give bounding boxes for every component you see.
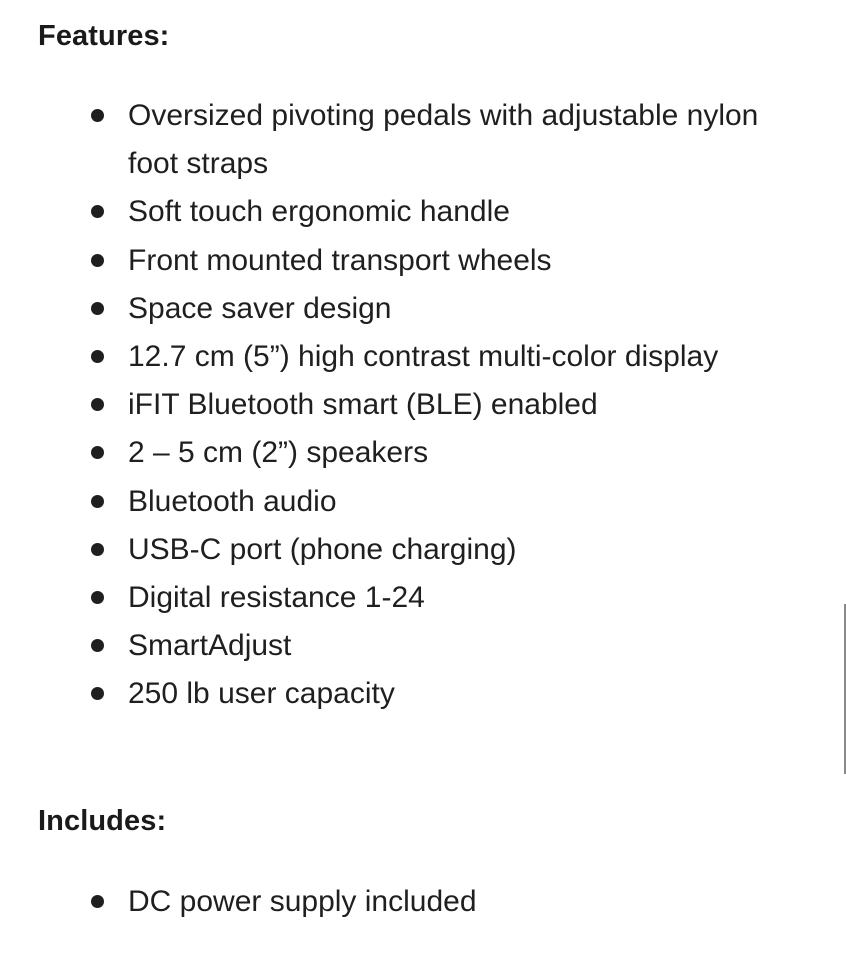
features-list bbox=[88, 92, 828, 719]
bullet-icon bbox=[91, 543, 104, 556]
bullet-icon bbox=[91, 639, 104, 652]
bullet-icon bbox=[91, 895, 104, 908]
list-item bbox=[88, 429, 828, 477]
list-item-text: Bluetooth audio bbox=[128, 484, 337, 518]
list-item bbox=[88, 333, 828, 381]
bullet-icon bbox=[91, 398, 104, 411]
list-item bbox=[88, 285, 828, 333]
bullet-icon bbox=[91, 350, 104, 363]
list-item-text: DC power supply included bbox=[128, 885, 477, 918]
includes-heading: Includes: bbox=[38, 805, 167, 837]
includes-list bbox=[88, 878, 828, 926]
list-item bbox=[88, 188, 828, 236]
list-item bbox=[88, 92, 828, 188]
bullet-icon bbox=[91, 302, 104, 315]
list-item bbox=[88, 381, 828, 429]
list-item-text: Oversized pivoting pedals with adjustable nylon foot straps bbox=[128, 99, 759, 181]
list-item bbox=[88, 878, 828, 926]
bullet-icon bbox=[91, 254, 104, 267]
bullet-icon bbox=[91, 591, 104, 604]
bullet-icon bbox=[91, 687, 104, 700]
list-item-text: USB-C port (phone charging) bbox=[128, 532, 517, 566]
list-item bbox=[88, 526, 828, 574]
list-item bbox=[88, 670, 828, 718]
list-item-text: 12.7 cm (5”) high contrast multi-color display bbox=[128, 340, 719, 374]
list-item bbox=[88, 622, 828, 670]
list-item bbox=[88, 478, 828, 526]
list-item-text: Space saver design bbox=[128, 291, 392, 325]
list-item-text: Front mounted transport wheels bbox=[128, 243, 552, 277]
list-item-text: Digital resistance 1-24 bbox=[128, 581, 425, 615]
list-item-text: Soft touch ergonomic handle bbox=[128, 195, 510, 229]
features-heading: Features: bbox=[38, 20, 170, 52]
bullet-icon bbox=[91, 109, 104, 122]
list-item-text: 2 – 5 cm (2”) speakers bbox=[128, 436, 429, 470]
list-item bbox=[88, 237, 828, 285]
list-item bbox=[88, 574, 828, 622]
bullet-icon bbox=[91, 205, 104, 218]
bullet-icon bbox=[91, 446, 104, 459]
bullet-icon bbox=[91, 495, 104, 508]
list-item-text: 250 lb user capacity bbox=[128, 677, 395, 711]
list-item-text: iFIT Bluetooth smart (BLE) enabled bbox=[128, 388, 598, 422]
list-item-text: SmartAdjust bbox=[128, 629, 292, 663]
